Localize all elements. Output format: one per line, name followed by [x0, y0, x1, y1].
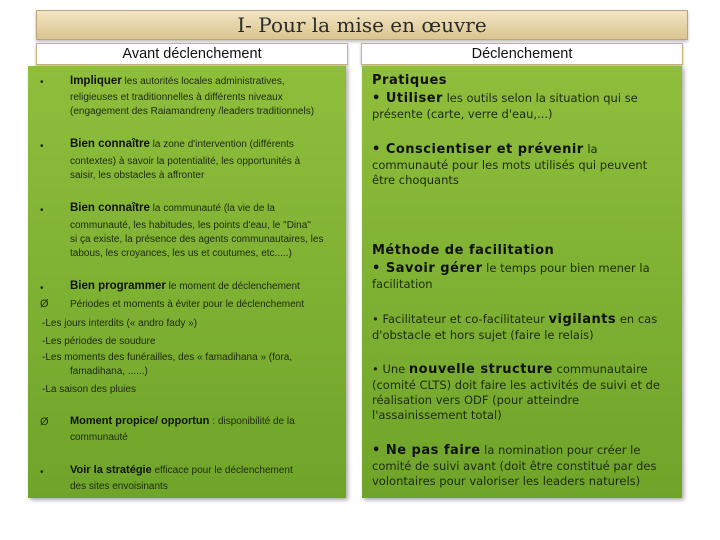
item-text: contextes) à savoir la potentialité, les opportunités à [70, 156, 301, 167]
arrow-bullet: Ø [40, 416, 49, 428]
item-text: le moment de déclenchement [165, 281, 300, 292]
item-key: • Savoir gérer [372, 261, 483, 276]
item-text: • Une [372, 362, 409, 376]
item-key: Impliquer [70, 75, 122, 87]
item-utiliser [372, 91, 677, 106]
item-text: présente (carte, verre d'eau,...) [372, 107, 553, 121]
item-facilitateur [372, 312, 677, 327]
item-text: être choquants [372, 173, 459, 187]
period-item: -Les périodes de soudure [42, 336, 156, 347]
item-text: la [583, 142, 598, 156]
item-text: saisir, les obstacles à affronter [70, 170, 205, 181]
item-text: réalisation vers ODF (pour atteindre [372, 393, 580, 407]
item-text: communautaire [552, 362, 648, 376]
item-key: Voir la stratégie [70, 464, 152, 476]
item-text: tabous, les croyances, les us et coutumes, etc.....) [70, 248, 292, 259]
item-text: communauté pour les mots utilisés qui peuvent [372, 158, 648, 172]
item-key: nouvelle structure [408, 362, 553, 377]
item-text: volontaires pour valoriser les leaders naturels) [372, 474, 641, 488]
item-text: (comité CLTS) doit faire les activités de suivi et de [372, 378, 660, 392]
page-title: I- Pour la mise en œuvre [237, 13, 487, 37]
periods-intro: Périodes et moments à éviter pour le déclenchement [70, 299, 305, 310]
section-methode: Méthode de facilitation [372, 243, 555, 258]
item-text: la communauté (la vie de la [149, 203, 275, 214]
item-text: : disponibilité de la [212, 416, 295, 427]
item-bien-programmer [70, 280, 340, 293]
bullet: • [40, 141, 44, 152]
period-item: famadihana, ......) [70, 366, 148, 377]
item-key: • Conscientiser et prévenir [372, 142, 584, 157]
item-conscientiser [372, 142, 677, 157]
item-bien-connaitre-zone [70, 138, 340, 151]
item-key: Bien connaître [70, 202, 150, 214]
item-text: les autorités locales administratives, [121, 76, 285, 87]
item-text: la nomination pour créer le [480, 443, 641, 457]
item-voir-strategie [70, 464, 345, 477]
bullet: • [40, 205, 44, 216]
item-text: communauté, les habitudes, les points d'eau, le "Dina" [70, 220, 311, 231]
item-text: la zone d'intervention (différents [149, 139, 294, 150]
item-key: vigilants [548, 312, 617, 327]
bullet: • [40, 77, 44, 88]
item-bien-connaitre-communaute [70, 202, 340, 215]
period-item: -Les jours interdits (« andro fady ») [42, 318, 198, 329]
item-text: facilitation [372, 277, 433, 291]
title-banner [36, 10, 688, 40]
item-text: les outils selon la situation qui se [442, 91, 638, 105]
item-text: religieuses et traditionnelles à différents niveaux [70, 92, 283, 103]
period-item: -Les moments des funérailles, des « famadihana » (fora, [42, 352, 293, 363]
item-key: • Utiliser [372, 91, 443, 106]
bullet: • [40, 467, 44, 478]
item-key: • Ne pas faire [372, 443, 481, 458]
item-text: des sites envoisinants [70, 481, 168, 492]
item-ne-pas-faire [372, 443, 677, 458]
item-text: (engagement des Raiamandreny /leaders traditionnels) [70, 106, 315, 117]
arrow-bullet: Ø [40, 298, 49, 310]
period-item: -La saison des pluies [42, 384, 136, 395]
item-text: d'obstacle et hors sujet (faire le relais) [372, 328, 594, 342]
left-column-header: Avant déclenchement [36, 43, 348, 65]
item-key: Bien programmer [70, 280, 166, 292]
item-text: communauté [70, 432, 128, 443]
item-savoir-gerer [372, 261, 677, 276]
item-text: comité de suivi avant (doit être constitué par des [372, 459, 657, 473]
item-text: efficace pour le déclenchement [151, 465, 293, 476]
item-nouvelle-structure [372, 362, 677, 377]
item-moment-propice [70, 415, 345, 428]
item-key: Moment propice/ opportun [70, 415, 213, 427]
section-pratiques: Pratiques [372, 73, 447, 88]
item-text: le temps pour bien mener la [482, 261, 650, 275]
item-text: en cas [616, 312, 658, 326]
item-key: Bien connaître [70, 138, 150, 150]
right-column-header: Déclenchement [361, 43, 683, 65]
item-text: l'assainissement total) [372, 408, 502, 422]
bullet: • [40, 283, 44, 294]
item-text: si ça existe, la présence des agents communautaires, les [70, 234, 324, 245]
item-text: • Facilitateur et co-facilitateur [372, 312, 549, 326]
item-impliquer [70, 75, 340, 88]
